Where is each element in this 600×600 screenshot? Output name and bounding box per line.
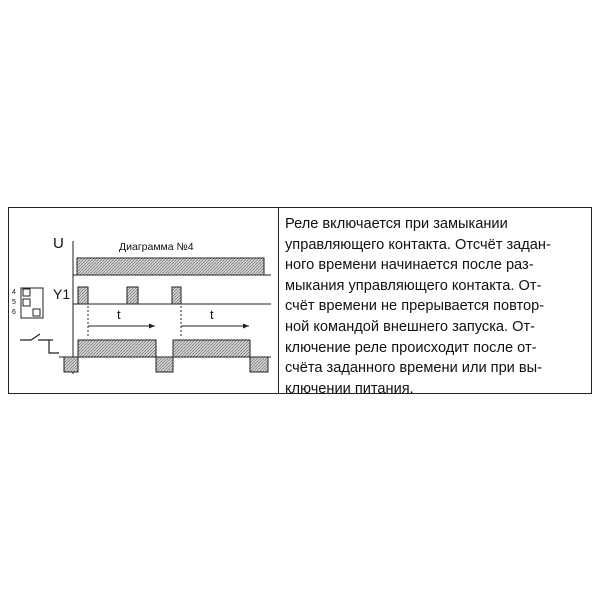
description-line: счёта заданного времени или при вы- bbox=[285, 360, 542, 377]
timing-diagram-svg bbox=[9, 208, 279, 393]
diagram-title: Диаграмма №4 bbox=[119, 241, 194, 253]
y1-axis-label: Y1 bbox=[53, 286, 71, 302]
u-axis-label: U bbox=[53, 235, 64, 252]
description-text bbox=[285, 214, 587, 399]
description-line: Реле включается при замыкании bbox=[285, 216, 508, 232]
info-panel bbox=[8, 207, 592, 397]
description-line: управляющего контакта. Отсчёт задан- bbox=[285, 236, 551, 253]
relay-off-segment bbox=[250, 357, 268, 372]
terminal-contact-icon bbox=[33, 309, 40, 316]
relay-on-segment bbox=[173, 340, 250, 357]
terminal-contact-icon bbox=[23, 289, 30, 296]
terminal-number: 6 bbox=[12, 309, 16, 316]
terminal-number: 4 bbox=[12, 289, 16, 296]
y1-pulse bbox=[172, 287, 181, 304]
description-line: ной командой внешнего запуска. От- bbox=[285, 318, 536, 335]
y1-pulse bbox=[127, 287, 138, 304]
relay-off-segment bbox=[64, 357, 78, 372]
terminal-contact-icon bbox=[23, 299, 30, 306]
t-label: t bbox=[210, 307, 214, 322]
y1-pulse bbox=[78, 287, 88, 304]
description-line: ключение реле происходит после от- bbox=[285, 339, 537, 356]
arrow-icon bbox=[243, 324, 249, 329]
relay-contact-icon bbox=[20, 334, 59, 353]
description-line: мыкания управляющего контакта. От- bbox=[285, 277, 542, 294]
relay-on-segment bbox=[78, 340, 156, 357]
arrow-icon bbox=[149, 324, 155, 329]
relay-off-segment bbox=[156, 357, 173, 372]
description-line: счёт времени не прерывается повтор- bbox=[285, 298, 545, 315]
description-line: ключении питания. bbox=[285, 380, 414, 397]
timing-diagram bbox=[9, 208, 279, 393]
t-label: t bbox=[117, 307, 121, 322]
description-line: ного времени начинается после раз- bbox=[285, 257, 534, 274]
u-supply-pulse bbox=[77, 258, 264, 275]
terminal-number: 5 bbox=[12, 299, 16, 306]
